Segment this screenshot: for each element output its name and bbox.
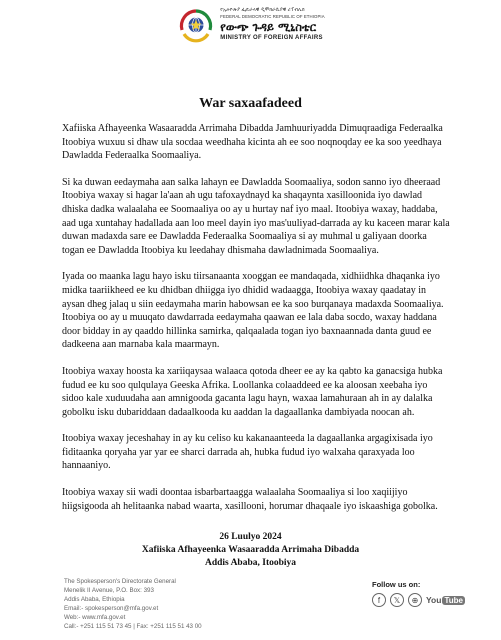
phone-line: Call:- +251 115 51 73 45 | Fax: +251 115 51 43 00: [64, 623, 202, 630]
letterhead-text: [220, 7, 324, 42]
amharic-ministry-name: የውጭ ጉዳይ ሚኒስቴር: [220, 19, 317, 34]
press-release-body: [62, 122, 450, 526]
letterhead-row: [176, 4, 324, 44]
youtube-tube-box: Tube: [444, 595, 463, 605]
paragraph-1: Xafiiska Afhayeenka Wasaaradda Arrimaha Dibadda Jamhuuriyadda Dimuqraadiga Federaalka Itoobiya wuxuu si dhaw ula socdaa weedhaha kicinta ah ee soo noqnoqday ee ka soo yeedhaya Dawladda Federaalka Soomaaliya.: [62, 123, 443, 162]
facebook-icon[interactable]: f: [372, 593, 386, 607]
social-icons-row: [372, 593, 465, 607]
release-date: 26 Luulyo 2024: [219, 532, 282, 542]
paragraph-5: Itoobiya waxay jeceshahay in ay ku celiso ku kakanaanteeda la dagaallanka argagixisada iyo fiditaanka qoryaha yar yar ee sharci darrada ah, hubka fudud iyo walxaha qaraxyada loo hannaaniyo.: [62, 433, 433, 472]
paragraph-6: Itoobiya waxay sii wadi doontaa isbarbartaagga walaalaha Soomaaliya si loo xaqiijiyo hiigsigooda ah helitaanka nabad waarta, xasillooni, horumar dhaqaale iyo iskaashiga gobolka.: [62, 487, 438, 512]
page-title: War saxaafadeed: [199, 96, 302, 111]
ministry-emblem-icon: [176, 4, 216, 44]
issuing-place: Addis Ababa, Itoobiya: [204, 558, 297, 568]
paragraph-2: Si ka duwan eedaymaha aan salka lahayn ee Dawladda Soomaaliya, sodon sanno iyo dheeraad Itoobiya waxay si hagar la'aan ah ugu tafoxaydnayd ka shaqaynta xasilloonida iyo dawlad dhiska dadka walaalaha ee Soomaaliya oo ay u hurtay naf iyo maal. Itoobiya waxay, haddaba, aad uga xuntahay hadallada aan loo meel dayin iyo mas'uuliyad-darrada ay ku kaceen marar kala duwan madaxda sare ee Dawladda Federaalka Soomaaliya si ay muhmal u galiyaan doorka togan ee Dawladda Itoobiya ku leedahay dhismaha dawladnimada Soomaaliya.: [62, 176, 450, 256]
follow-us-label: Follow us on:: [372, 580, 421, 589]
address-line: Menelik II Avenue, P.O. Box: 393: [64, 587, 154, 594]
globe-icon[interactable]: ⊕: [408, 593, 422, 607]
english-ministry-name: MINISTRY OF FOREIGN AFFAIRS: [220, 34, 323, 41]
contact-info: [64, 577, 202, 631]
web-line[interactable]: Web:- www.mfa.gov.et: [64, 614, 126, 621]
issuing-office: Xafiiska Afhayeenka Wasaaradda Arrimaha Dibadda: [141, 545, 360, 555]
youtube-label: You: [426, 595, 442, 605]
youtube-icon[interactable]: [426, 595, 465, 605]
email-line[interactable]: Email:- spokesperson@mfa.gov.et: [64, 605, 159, 612]
x-icon[interactable]: 𝕏: [390, 593, 404, 607]
city-line: Addis Ababa, Ethiopia: [64, 596, 125, 603]
english-country-name: FEDERAL DEMOCRATIC REPUBLIC OF ETHIOPIA: [220, 13, 325, 19]
paragraph-4: Itoobiya waxay hoosta ka xariiqaysaa walaaca qotoda dheer ee ay ka qabto ka ganacsiga hubka fudud ee ku soo qulqulaya Geeska Afrika. Loollanka colaaddeed ee ka aloosan xeebaha iyo sidoo kale xuduudaha aan amnigooda gacanta lagu hayn, waxaa lamahuraan ah in ay dalalka gobolku isku dubariddaan dadaalkooda ku aaddan la dagaallanka dambiyada noocan ah.: [62, 365, 443, 418]
ministry-letterhead: [0, 4, 501, 44]
amharic-country-name: የኢትዮጵያ ፌዴራላዊ ዲሞክራሲያዊ ሪፐብሊክ: [220, 6, 305, 13]
social-links: [372, 580, 465, 607]
paragraph-3: Iyada oo maanka lagu hayo isku tiirsanaanta xooggan ee mandaqada, xidhiidhka dhaqanka iyo midka taariikheed ee ku dhidban dhiigga iyo dhidid wadaagga, Itoobiya waxay qaadatay in aysan dheg jalaq u siin eedaymaha marin habowsan ee ka soo burqanaya madaxda Soomaaliya. Itoobiya oo ay u muuqato dawdarrada eedaymaha qaawan ee lala daba socdo, waxay haddana door bidday in ay qaaddo hillinka samirka, qalqaalada togan iyo baxnaannada danta guud ee dadkeena aan marnaba kala maarmayn.: [62, 271, 444, 351]
directorate-line: The Spokesperson's Directorate General: [64, 578, 176, 585]
signature-block: [0, 531, 501, 570]
